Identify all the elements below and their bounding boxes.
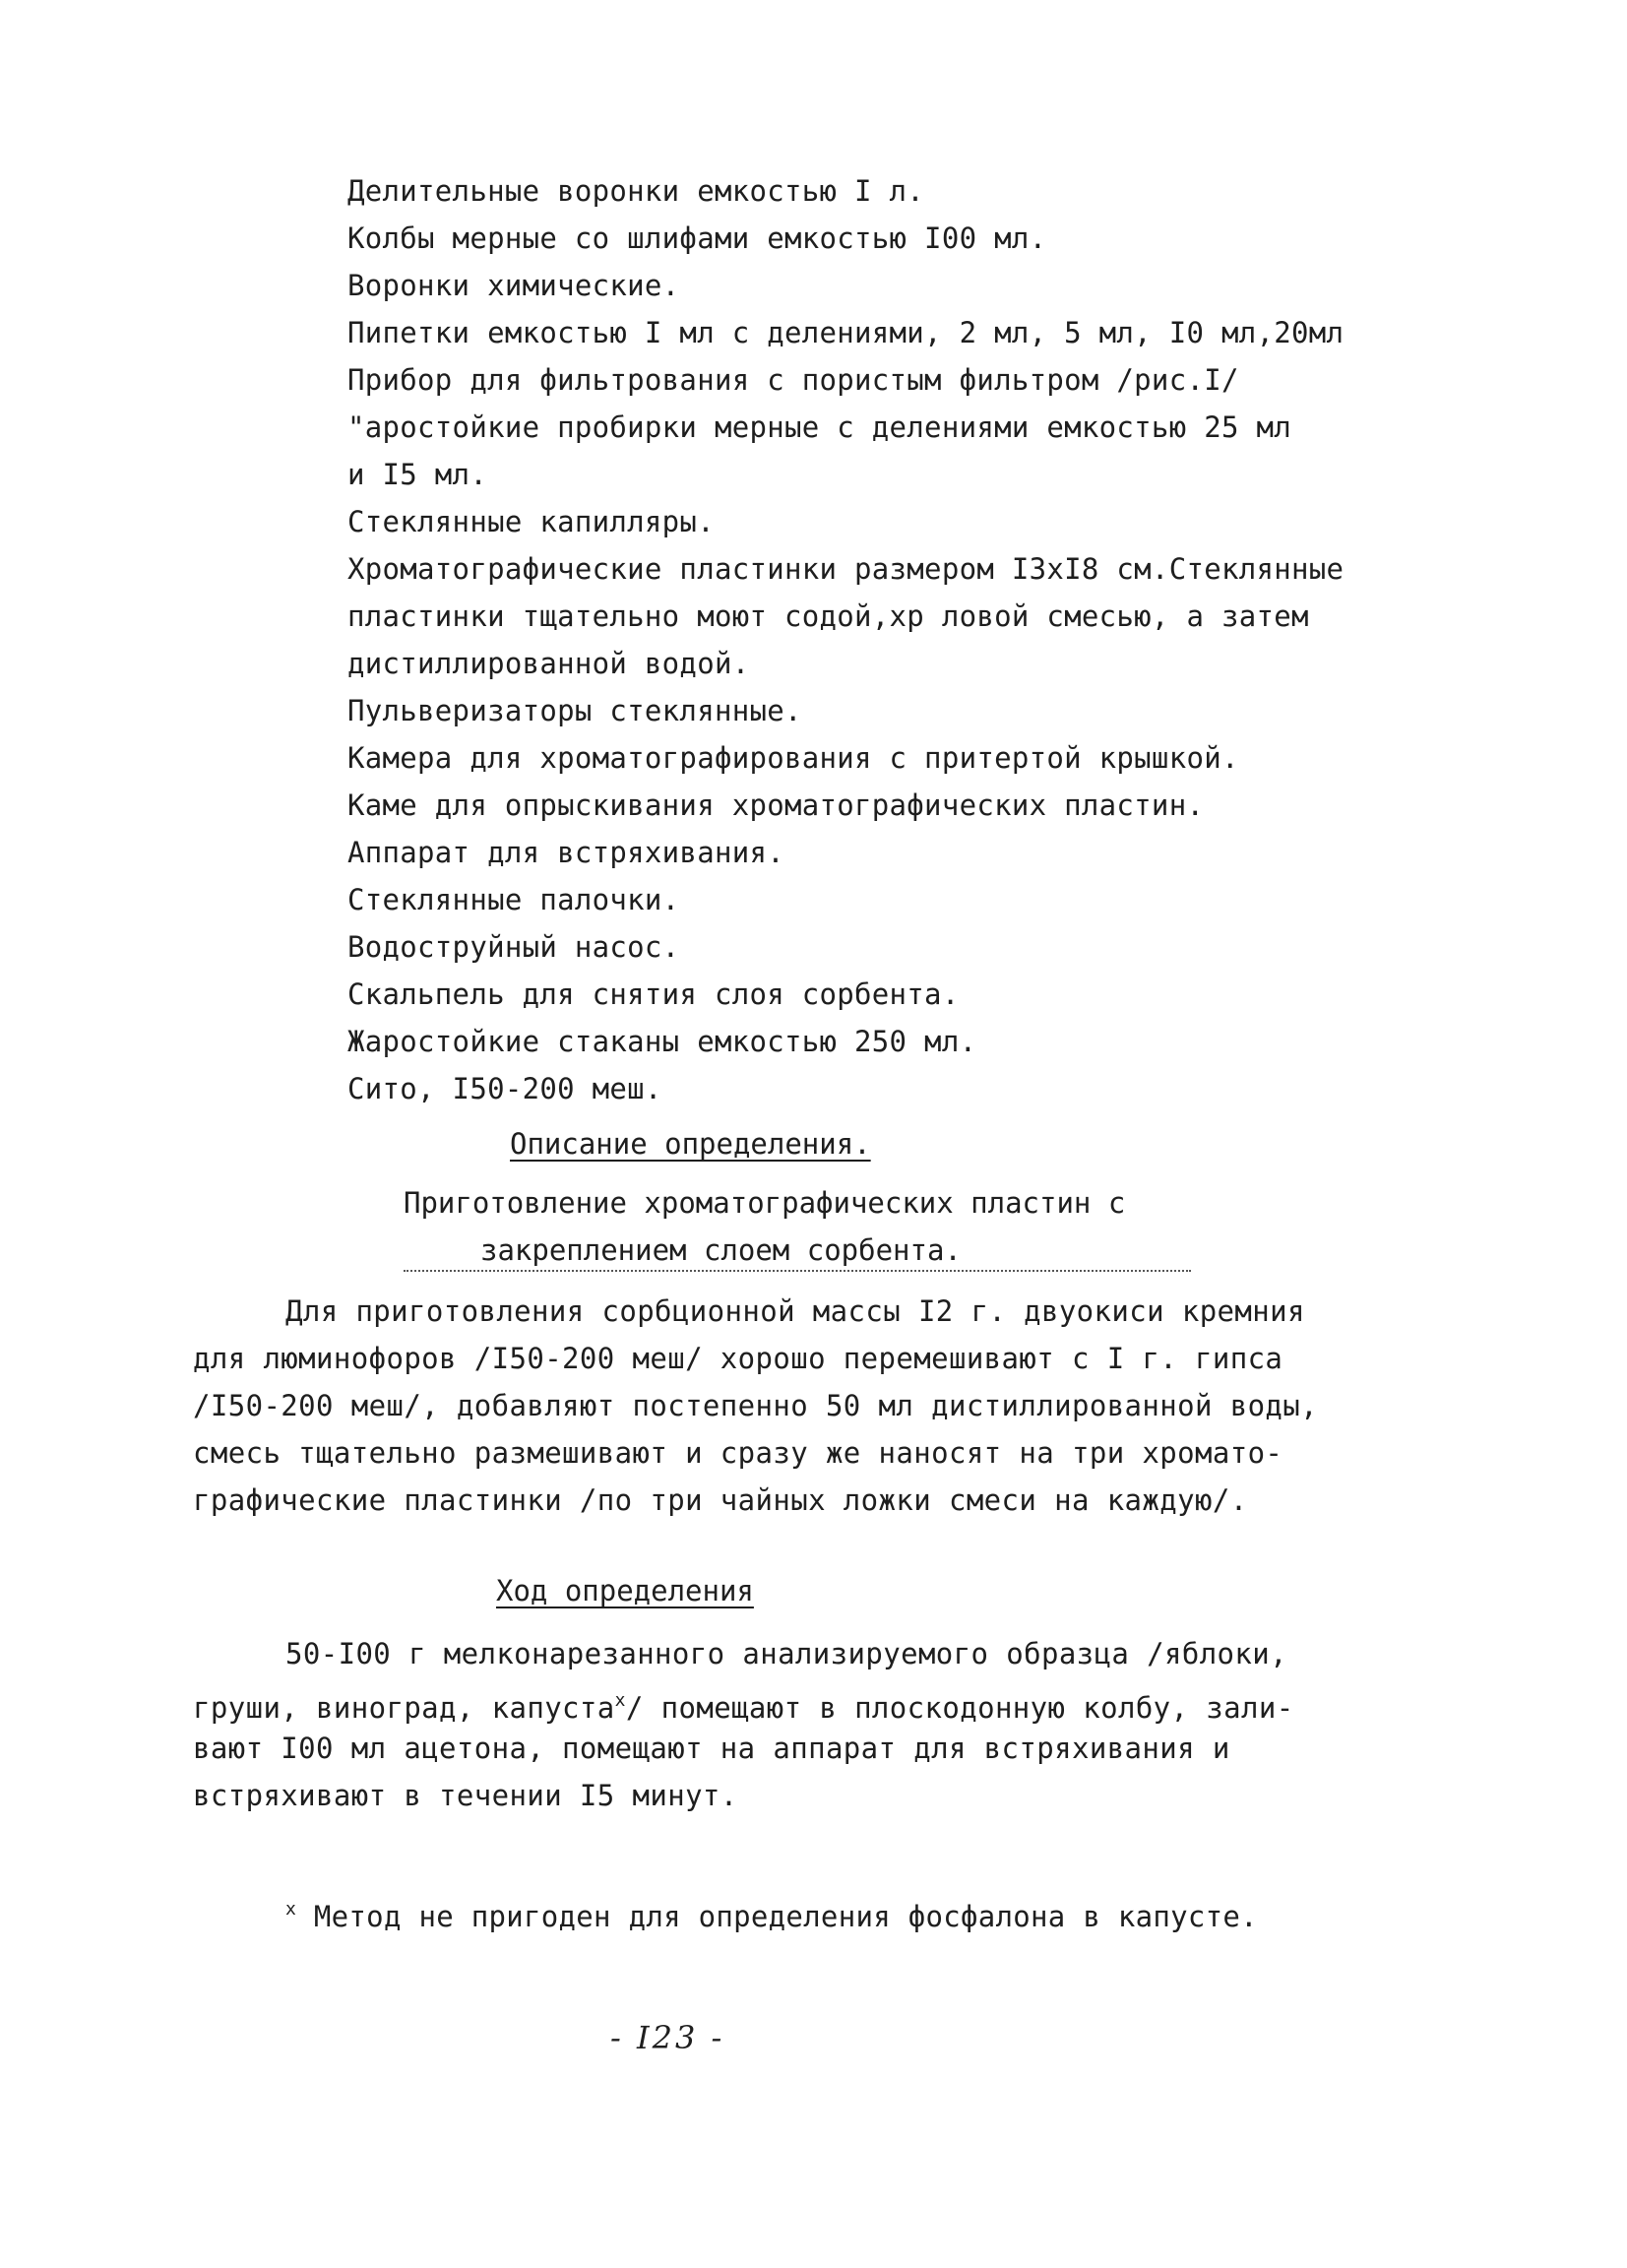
list-item: Пульверизаторы стеклянные.: [347, 694, 802, 727]
footnote: [285, 1892, 1258, 1934]
list-item: дистиллированной водой.: [347, 647, 750, 680]
list-item: "аростойкие пробирки мерные с делениями емкостью 25 мл: [347, 410, 1292, 444]
page-number: - I23 -: [610, 2019, 725, 2056]
list-item: Прибор для фильтрования с пористым фильтром /рис.I/: [347, 363, 1239, 397]
section-title-description: Описание определения.: [510, 1127, 871, 1161]
list-item: Сито, I50-200 меш.: [347, 1072, 662, 1105]
paragraph-line: вают I00 мл ацетона, помещают на аппарат для встряхивания и: [193, 1732, 1230, 1765]
paragraph-line: встряхивают в течении I5 минут.: [193, 1779, 738, 1812]
paragraph-line: /I50-200 меш/, добавляют постепенно 50 мл дистиллированной воды,: [193, 1389, 1319, 1422]
list-item: Камера для хроматографирования с притертой крышкой.: [347, 741, 1239, 775]
list-item: пластинки тщательно моют содой,хр ловой смесью, а затем: [347, 599, 1309, 633]
paragraph-line: графические пластинки /по три чайных ложки смеси на каждую/.: [193, 1483, 1248, 1517]
section-title-procedure: Ход определения: [496, 1574, 754, 1607]
paragraph-line: для люминофоров /I50-200 меш/ хорошо перемешивают с I г. гипса: [193, 1342, 1283, 1375]
list-item: Хроматографические пластинки размером I3xI8 см.Стеклянные: [347, 552, 1345, 586]
line-text: груши, виноград, капуста: [193, 1691, 615, 1725]
paragraph-line: [193, 1683, 1294, 1726]
footnote-text: Метод не пригоден для определения фосфалона в капусте.: [313, 1900, 1258, 1933]
list-item: Аппарат для встряхивания.: [347, 836, 784, 869]
list-item: и I5 мл.: [347, 458, 488, 491]
list-item: Пипетки емкостью I мл с делениями, 2 мл, 5 мл, I0 мл,20мл: [347, 316, 1345, 349]
subsection-underline: [404, 1270, 1191, 1272]
footnote-marker: x: [285, 1899, 297, 1920]
list-item: Стеклянные капилляры.: [347, 505, 715, 538]
paragraph-line: смесь тщательно размешивают и сразу же наносят на три хромато-: [193, 1436, 1283, 1470]
list-item: Делительные воронки емкостью I л.: [347, 174, 925, 208]
list-item: Скальпель для снятия слоя сорбента.: [347, 977, 960, 1011]
footnote-marker: x: [614, 1690, 626, 1711]
subsection-title-line1: Приготовление хроматографических пластин с: [404, 1186, 1126, 1220]
list-item: Жаростойкие стаканы емкостью 250 мл.: [347, 1025, 977, 1058]
list-item: Колбы мерные со шлифами емкостью I00 мл.: [347, 221, 1047, 255]
paragraph-line: 50-I00 г мелконарезанного анализируемого образца /яблоки,: [285, 1637, 1287, 1670]
line-text: / помещают в плоскодонную колбу, зали-: [625, 1691, 1294, 1725]
subsection-title-line2: закреплением слоем сорбента.: [480, 1233, 962, 1267]
list-item: Воронки химические.: [347, 269, 680, 302]
list-item: Водоструйный насос.: [347, 930, 680, 964]
paragraph-line: Для приготовления сорбционной массы I2 г. двуокиси кремния: [285, 1294, 1305, 1328]
list-item: Каме для опрыскивания хроматографических пластин.: [347, 788, 1205, 822]
list-item: Стеклянные палочки.: [347, 883, 680, 916]
